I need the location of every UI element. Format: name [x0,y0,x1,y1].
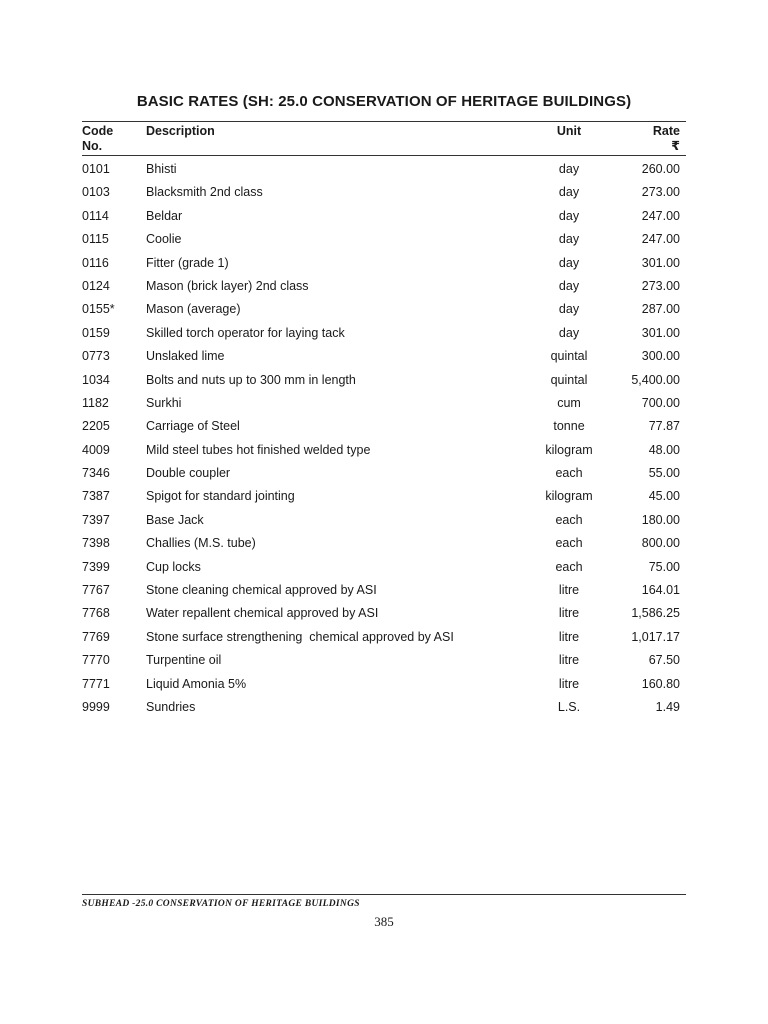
row-code: 0155* [82,302,115,317]
table-row [82,157,686,180]
row-description: Turpentine oil [146,653,222,668]
row-rate: 700.00 [641,395,680,410]
row-code: 0159 [82,325,110,340]
row-code: 7387 [82,489,110,504]
row-code: 0115 [82,232,109,247]
table-row [82,274,686,297]
header-code [82,124,132,154]
row-rate: 1,017.17 [631,629,680,644]
row-code: 1182 [82,395,109,410]
row-description: Unslaked lime [146,349,225,364]
row-description: Mason (brick layer) 2nd class [146,278,309,293]
row-rate: 300.00 [641,349,680,364]
row-unit: each [555,536,583,551]
table-row [82,297,686,320]
row-description: Double coupler [146,466,231,481]
table-row [82,391,686,414]
row-unit: each [555,559,583,574]
row-description: Mason (average) [146,302,241,317]
table-row [82,672,686,695]
header-rate-line1: Rate [652,124,680,138]
header-description: Description [146,124,215,138]
row-code: 1034 [82,372,110,387]
row-description: Fitter (grade 1) [146,255,229,270]
row-code: 0114 [82,208,109,223]
page-title: BASIC RATES (SH: 25.0 CONSERVATION OF HERITAGE BUILDINGS) [136,93,632,110]
row-unit: day [558,325,580,340]
row-unit: kilogram [545,442,593,457]
row-code: 4009 [82,442,110,457]
table-row [82,601,686,624]
table-row [82,555,686,578]
row-code: 7397 [82,512,110,527]
row-code: 7769 [82,629,110,644]
row-description: Coolie [146,232,182,247]
header-top-rule [82,121,686,122]
row-description: Beldar [146,208,183,223]
table-body [82,157,686,718]
row-rate: 273.00 [641,185,680,200]
row-rate: 45.00 [648,489,680,504]
row-unit: each [555,512,583,527]
row-code: 7399 [82,559,110,574]
row-unit: cum [557,395,581,410]
row-description: Spigot for standard jointing [146,489,295,504]
row-code: 7770 [82,653,110,668]
table-header [82,124,686,154]
row-description: Mild steel tubes hot finished welded type [146,442,371,457]
row-unit: litre [558,653,580,668]
row-code: 7398 [82,536,110,551]
header-code-line2: No. [82,139,103,153]
table-row [82,438,686,461]
row-rate: 800.00 [641,536,680,551]
table-row [82,251,686,274]
row-unit: day [558,302,580,317]
row-unit: tonne [553,419,585,434]
row-description: Liquid Amonia 5% [146,676,247,691]
row-unit: day [558,278,580,293]
row-unit: litre [558,606,580,621]
row-rate: 160.80 [641,676,680,691]
row-rate: 247.00 [641,208,680,223]
row-unit: day [558,208,580,223]
table-row [82,484,686,507]
row-code: 0101 [82,162,110,176]
table-row [82,368,686,391]
table-row [82,204,686,227]
table-row [82,461,686,484]
row-description: Base Jack [146,512,204,527]
row-rate: 1,586.25 [631,606,680,621]
row-description: Surkhi [146,395,182,410]
row-rate: 48.00 [648,442,680,457]
row-code: 7768 [82,606,110,621]
row-code: 0116 [82,255,109,270]
row-description: Stone cleaning chemical approved by ASI [146,583,377,598]
row-code: 0124 [82,278,110,293]
row-code: 9999 [82,699,110,714]
row-rate: 5,400.00 [631,372,680,387]
row-rate: 247.00 [641,232,680,247]
row-unit: day [558,255,580,270]
row-description: Blacksmith 2nd class [146,185,263,200]
header-code-line1: Code [82,124,114,138]
row-code: 2205 [82,419,110,434]
header-bottom-rule [82,155,686,156]
row-unit: quintal [550,349,588,364]
table-row [82,227,686,250]
table-row [82,531,686,554]
row-rate: 1.49 [655,699,680,714]
row-unit: day [558,162,580,176]
row-unit: day [558,232,580,247]
table-row [82,695,686,718]
row-description: Bolts and nuts up to 300 mm in length [146,372,356,387]
row-description: Bhisti [146,162,177,176]
footer-rule [82,894,686,895]
row-rate: 75.00 [648,559,680,574]
row-code: 7767 [82,583,110,598]
page-number: 385 [374,914,394,929]
row-unit: litre [558,629,580,644]
row-rate: 260.00 [641,162,680,176]
row-description: Stone surface strengthening chemical approved by ASI [146,629,454,644]
row-unit: each [555,466,583,481]
row-rate: 77.87 [648,419,680,434]
row-unit: quintal [550,372,588,387]
row-unit: kilogram [545,489,593,504]
row-rate: 164.01 [641,583,680,598]
row-code: 7346 [82,466,110,481]
footer-subhead: SUBHEAD -25.0 CONSERVATION OF HERITAGE BUILDINGS [82,899,360,909]
table-row [82,578,686,601]
row-rate: 287.00 [641,302,680,317]
row-unit: litre [558,583,580,598]
row-description: Carriage of Steel [146,419,240,434]
row-unit: day [558,185,580,200]
row-unit: L.S. [557,699,581,714]
header-rate [653,124,680,154]
row-description: Water repallent chemical approved by ASI [146,606,379,621]
table-row [82,180,686,203]
row-code: 7771 [82,676,110,691]
row-rate: 301.00 [641,325,680,340]
row-unit: litre [558,676,580,691]
row-description: Cup locks [146,559,201,574]
table-row [82,344,686,367]
header-unit: Unit [556,124,582,138]
table-row [82,414,686,437]
table-row [82,648,686,671]
row-description: Challies (M.S. tube) [146,536,256,551]
table-row [82,625,686,648]
table-row [82,321,686,344]
rupee-icon: ₹ [671,139,680,153]
table-row [82,508,686,531]
row-code: 0103 [82,185,110,200]
row-code: 0773 [82,349,110,364]
row-rate: 273.00 [641,278,680,293]
row-rate: 67.50 [648,653,680,668]
row-description: Skilled torch operator for laying tack [146,325,345,340]
row-rate: 301.00 [641,255,680,270]
row-description: Sundries [146,699,196,714]
row-rate: 55.00 [648,466,680,481]
row-rate: 180.00 [641,512,680,527]
